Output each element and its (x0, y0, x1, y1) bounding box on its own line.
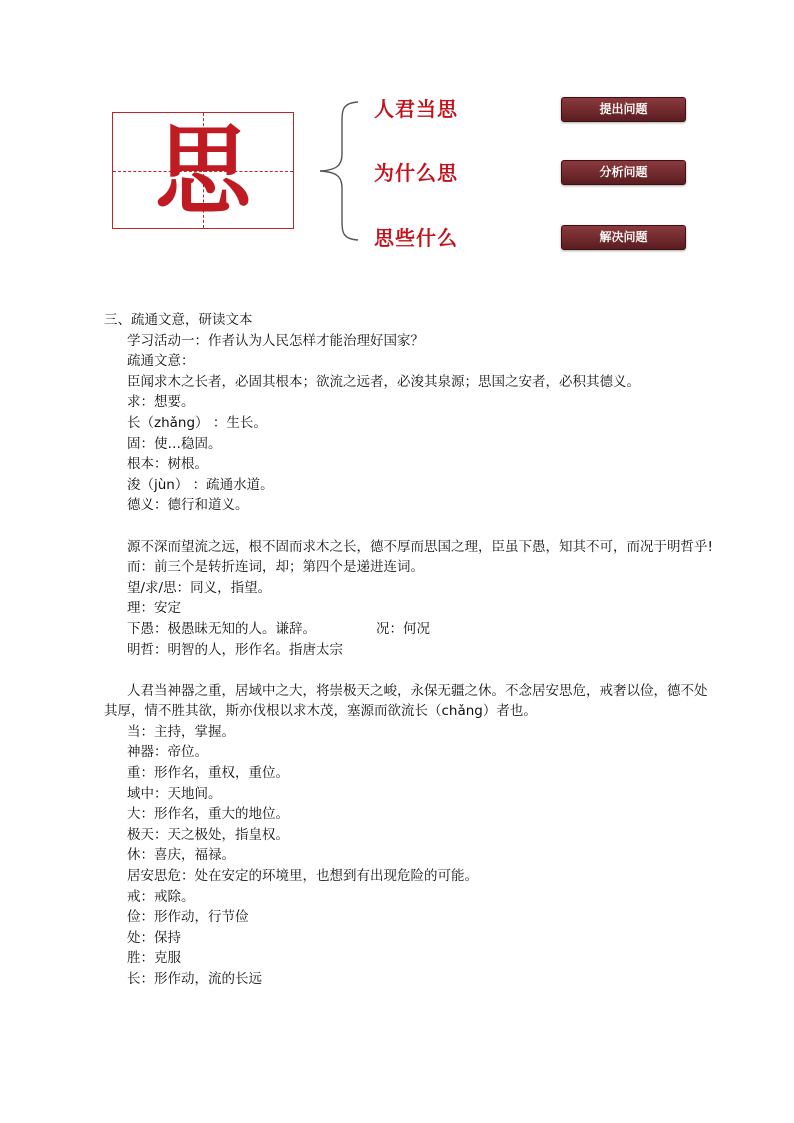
tag-raise-question: 提出问题 (561, 97, 686, 122)
note-line: 重：形作名，重权，重位。 (127, 765, 289, 782)
spacer (104, 660, 716, 681)
section-label: 疏通文意： (127, 353, 195, 370)
note-line: 域中：天地间。 (127, 785, 222, 802)
note-line: 极天：天之极处，指皇权。 (127, 826, 289, 843)
question-1: 人君当思 (374, 97, 458, 121)
note-line: 望/求/思：同义，指望。 (127, 579, 272, 596)
note-line: 处：保持 (127, 929, 181, 946)
paragraph-1: 臣闻求木之长者，必固其根本；欲流之远者，必浚其泉源；思国之安者，必积其德义。 (127, 373, 640, 390)
paragraph-3: 人君当神器之重，居域中之大，将崇极天之峻，永保无疆之休。不念居安思危，戒奢以俭，德不处其厚，情不胜其欲，斯亦伐根以求木茂，塞源而欲流长（chǎng）者也。 (104, 682, 708, 720)
note-line: 休：喜庆，福禄。 (127, 847, 235, 864)
document-body (104, 310, 716, 990)
activity-question: 学习活动一：作者认为人民怎样才能治理好国家？ (127, 332, 424, 349)
note-line: 而：前三个是转折连词，却；第四个是递进连词。 (127, 559, 424, 576)
note-kuang: 况：何况 (376, 620, 430, 637)
curly-brace (316, 100, 366, 242)
big-character: 思 (155, 114, 251, 227)
tag-analyze-question: 分析问题 (561, 160, 686, 185)
note-line: 俭：形作动，行节俭 (127, 909, 249, 926)
tag-solve-question: 解决问题 (561, 225, 686, 250)
note-line-pair (104, 619, 716, 640)
spacer (104, 516, 716, 537)
paragraph-2: 源不深而望流之远，根不固而求木之长，德不厚而思国之理，臣虽下愚，知其不可，而况于明哲乎! (127, 538, 713, 555)
note-line: 神器：帝位。 (127, 744, 208, 761)
note-line: 胜：克服 (127, 950, 181, 967)
character-grid-box (112, 112, 294, 229)
note-line: 当：主持，掌握。 (127, 723, 235, 740)
question-2: 为什么思 (374, 161, 458, 185)
note-line: 戒：戒除。 (127, 888, 195, 905)
note-line: 德义：德行和道义。 (127, 497, 249, 514)
note-line: 固：使…稳固。 (127, 435, 222, 452)
note-line: 明哲：明智的人，形作名。指唐太宗 (127, 641, 343, 658)
note-line: 居安思危：处在安定的环境里，也想到有出现危险的可能。 (127, 868, 478, 885)
si-diagram (0, 0, 794, 280)
note-line: 求：想要。 (127, 394, 195, 411)
note-xiayu: 下愚：极愚昧无知的人。谦辞。 (127, 620, 316, 637)
note-line: 浚（jùn） ：疏通水道。 (127, 476, 274, 493)
note-line: 理：安定 (127, 600, 181, 617)
note-line: 长（zhǎng） ：生长。 (127, 414, 267, 431)
section-title: 三、疏通文意，研读文本 (104, 312, 253, 328)
note-line: 根本：树根。 (127, 456, 208, 473)
question-3: 思些什么 (374, 226, 458, 250)
note-line: 长：形作动，流的长远 (127, 971, 262, 987)
note-line: 大：形作名，重大的地位。 (127, 806, 289, 823)
